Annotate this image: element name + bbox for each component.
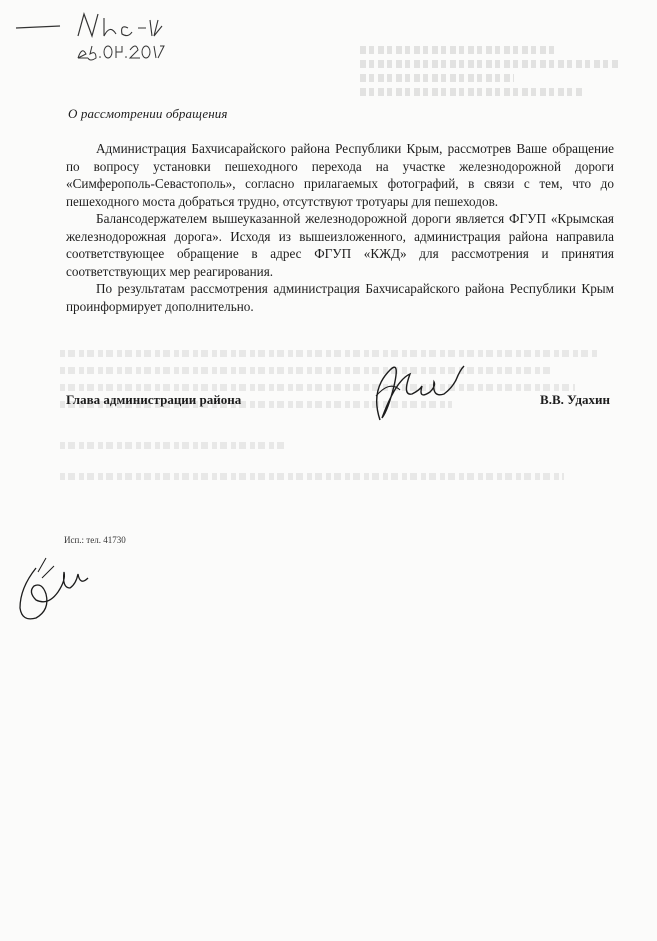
signatory-title: Глава администрации района [66,392,242,407]
body-paragraph: По результатам рассмотрения администрация Бахчисарайского района Республики Крым проинформирует дополнительно. [66,281,614,314]
handwritten-reference-note [12,6,172,66]
body-paragraph: Администрация Бахчисарайского района Республики Крым, рассмотрев Ваше обращение по вопросу установки пешеходного перехода на участке железнодорожной дороги «Симферополь-Севастополь», согласно прилагаемых фотографий, в связи с тем, что до пешеходного моста добраться трудно, отсутствуют тротуары для пешеходов. [66,141,614,209]
signature-block [66,392,614,418]
body-paragraph: Балансодержателем вышеуказанной железнодорожной дороги является ФГУП «Крымская железнодорожная дорога». Исходя из вышеизложенного, администрация района направила соответствующее обращение в адрес ФГУП «КЖД» для рассмотрения и принятия соответствующих мер реагирования. [66,211,614,279]
document-subject: О рассмотрении обращения [68,106,228,121]
signatory-name: В.В. Удахин [540,392,610,407]
document-body [66,140,614,315]
executor-note: Исп.: тел. 41730 [64,535,126,545]
scan-bleed-through-top [360,40,640,140]
handwritten-signature-icon [360,350,480,430]
scan-bleed-through-lower [60,340,620,530]
executor-signature-icon [6,548,96,638]
